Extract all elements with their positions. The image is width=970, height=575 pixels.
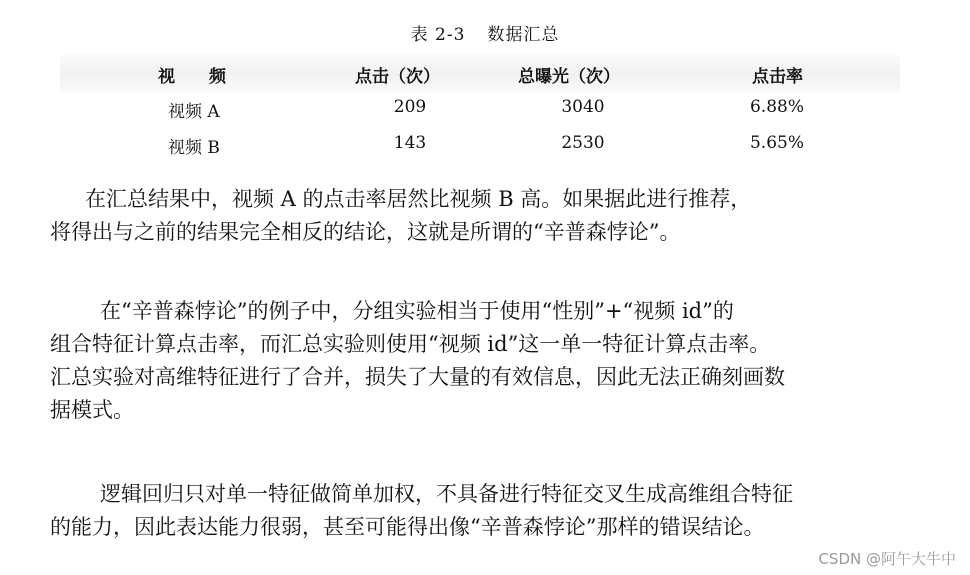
table-header-video: 视频 [158,67,260,87]
paragraph-line: 据模式。 [50,398,134,422]
paragraph-line: 逻辑回归只对单一特征做简单加权，不具备进行特征交叉生成高维组合特征 [100,482,793,506]
paragraph-line: 在汇总结果中，视频 A 的点击率居然比视频 B 高。如果据此进行推荐， [85,187,752,211]
table-title: 数据汇总 [487,25,560,45]
paragraph-line: 的能力，因此表达能力很弱，甚至可能得出像“辛普森悖论”那样的错误结论。 [50,515,765,539]
table-cell-ctr: 5.65% [749,133,804,153]
table-cell-clicks: 209 [393,97,427,117]
table-header-clicks: 点击（次） [355,67,440,87]
paragraph-line: 组合特征计算点击率，而汇总实验则使用“视频 id”这一单一特征计算点击率。 [50,332,771,356]
watermark: CSDN @阿午大牛中 [818,550,956,568]
paragraph-line: 在“辛普森悖论”的例子中，分组实验相当于使用“性别”+“视频 id”的 [100,299,734,323]
table-caption [0,20,970,45]
table-cell-video: 视频 B [168,138,220,158]
table-cell-impressions: 3040 [561,97,605,117]
paragraph-simpson-example [50,295,785,427]
table-cell-impressions: 2530 [561,133,605,153]
paragraph-summary-result [50,183,752,249]
table-cell-video: 视频 A [168,102,220,122]
table-cell-ctr: 6.88% [749,97,804,117]
table-cell-clicks: 143 [393,133,427,153]
paragraph-line: 汇总实验对高维特征进行了合并，损失了大量的有效信息，因此无法正确刻画数 [50,365,785,389]
table-header-impressions: 总曝光（次） [518,67,620,87]
table-number: 表 2-3 [410,25,466,45]
paragraph-logistic-regression [50,478,793,544]
table-header-ctr: 点击率 [752,67,803,87]
paragraph-line: 将得出与之前的结果完全相反的结论，这就是所谓的“辛普森悖论”。 [50,220,681,244]
